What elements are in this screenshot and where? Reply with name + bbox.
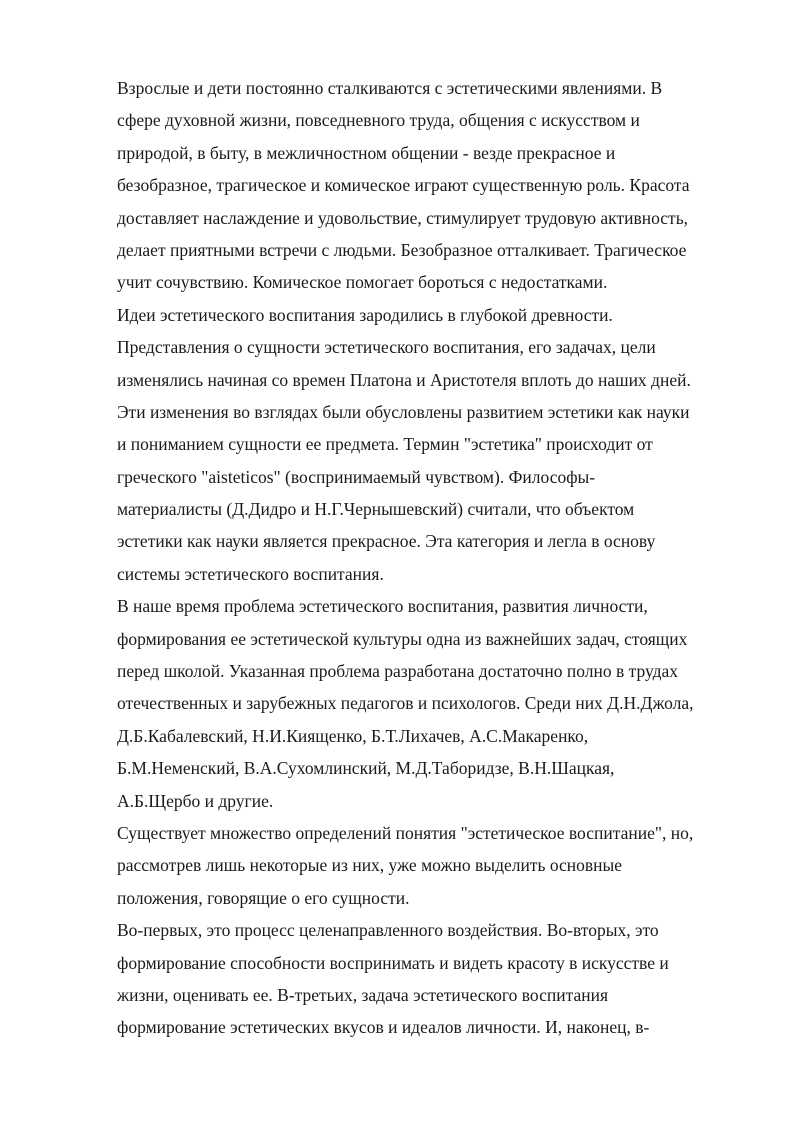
text-line: безобразное, трагическое и комическое играют существенную роль. Красота [117, 175, 690, 196]
text-line: сфере духовной жизни, повседневного труда, общения с искусством и [117, 110, 640, 131]
text-line: делает приятными встречи с людьми. Безобразное отталкивает. Трагическое [117, 239, 687, 260]
text-line: положения, говорящие о его сущности. [117, 887, 410, 908]
text-line: Во-первых, это процесс целенаправленного воздействия. Во-вторых, это [117, 920, 659, 941]
text-line: отечественных и зарубежных педагогов и психологов. Среди них Д.Н.Джола, [117, 693, 694, 714]
text-line: и пониманием сущности ее предмета. Термин "эстетика" происходит от [117, 434, 653, 455]
text-line: Д.Б.Кабалевский, Н.И.Киященко, Б.Т.Лихачев, А.С.Макаренко, [117, 725, 589, 746]
text-line: Представления о сущности эстетического воспитания, его задачах, цели [117, 337, 656, 358]
text-line: Эти изменения во взглядах были обусловлены развитием эстетики как науки [117, 401, 690, 422]
text-line: греческого "aisteticos" (воспринимаемый чувством). Философы- [117, 466, 596, 487]
text-line: В наше время проблема эстетического воспитания, развития личности, [117, 596, 648, 617]
text-line: Б.М.Неменский, В.А.Сухомлинский, М.Д.Таборидзе, В.Н.Шацкая, [117, 758, 615, 779]
text-line: изменялись начиная со времен Платона и Аристотеля вплоть до наших дней. [117, 369, 691, 390]
text-line: рассмотрев лишь некоторые из них, уже можно выделить основные [117, 855, 623, 876]
text-line: А.Б.Щербо и другие. [117, 790, 274, 811]
text-line: Взрослые и дети постоянно сталкиваются с эстетическими явлениями. В [117, 78, 663, 98]
text-line: Существует множество определений понятия "эстетическое воспитание", но, [117, 822, 694, 843]
text-line: формирование способности воспринимать и видеть красоту в искусстве и [117, 952, 669, 973]
text-line: эстетики как науки является прекрасное. Эта категория и легла в основу [117, 531, 656, 552]
text-line: доставляет наслаждение и удовольствие, стимулирует трудовую активность, [117, 207, 689, 228]
text-line: материалисты (Д.Дидро и Н.Г.Чернышевский) считали, что объектом [117, 499, 635, 520]
text-line: формирование эстетических вкусов и идеалов личности. И, наконец, в- [117, 1017, 650, 1038]
text-line: системы эстетического воспитания. [117, 563, 384, 584]
text-line: природой, в быту, в межличностном общении - везде прекрасное и [117, 142, 616, 163]
text-line: перед школой. Указанная проблема разработана достаточно полно в трудах [117, 661, 679, 682]
body-text [117, 72, 747, 1044]
text-line: Идеи эстетического воспитания зародились в глубокой древности. [117, 304, 613, 325]
text-line: формирования ее эстетической культуры одна из важнейших задач, стоящих [117, 628, 688, 649]
text-line: учит сочувствию. Комическое помогает бороться с недостатками. [117, 272, 608, 293]
text-line: жизни, оценивать ее. В-третьих, задача эстетического воспитания [117, 984, 609, 1005]
